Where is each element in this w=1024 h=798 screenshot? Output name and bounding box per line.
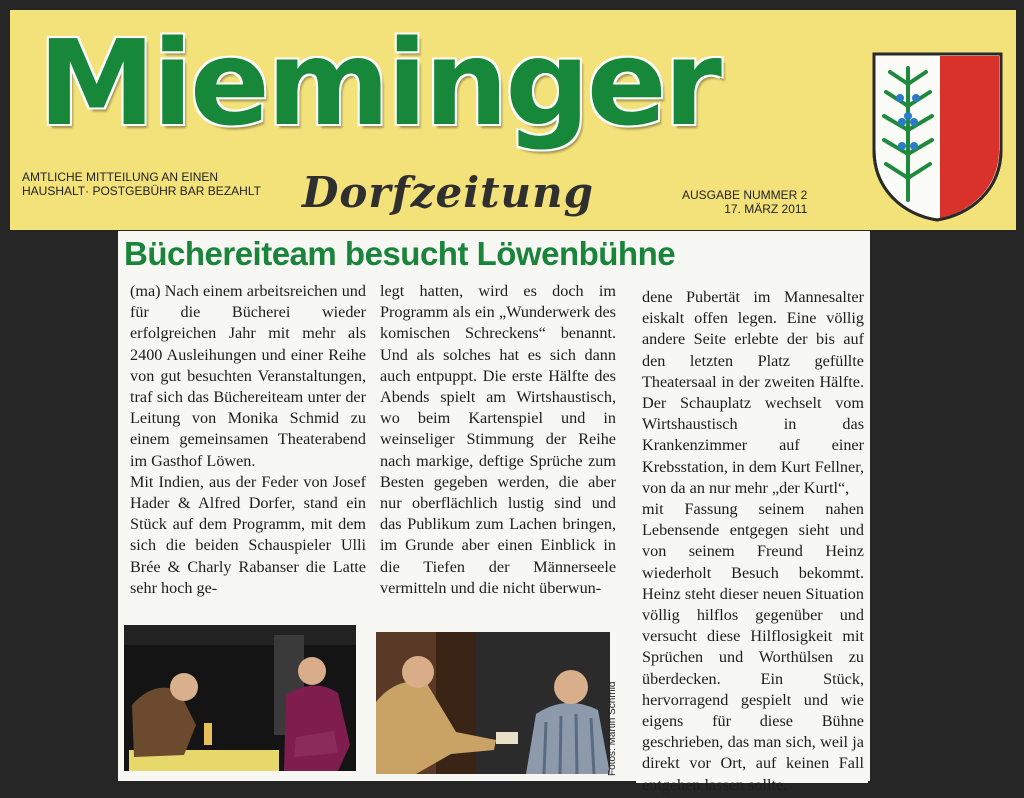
column-1-paragraph-1: (ma) Nach einem arbeitsreichen und für die Bücherei wieder erfolgreichen Jahr mit mehr als 2400 Ausleihungen und einer Reihe von gut besuchten Veranstaltungen, traf sich das Büchereiteam unter der Leitung von Monika Schmid zu einem gemeinsamen Theaterabend im Gasthof Löwen. [130,282,366,470]
column-3-paragraph-1: dene Pubertät im Mannesalter eiskalt offen legen. Eine völlig andere Seite erlebte der bis auf den letzten Platz gefüllte Theatersaal in der zweiten Hälfte. Der Schauplatz wechselt vom Wirtshaustisch in das Krankenzimmer auf einer Krebsstation, in dem Kurt Fellner, von da an nur mehr „der Kurtl“, [642,288,864,497]
newspaper-subtitle: Dorfzeitung [302,168,594,217]
article-column-3 [636,283,868,794]
article-headline: Büchereiteam besucht Löwenbühne [124,235,676,272]
theater-photo-2 [376,632,610,774]
issue-info [682,188,807,216]
newspaper-title: Mieminger [38,14,719,152]
postal-notice-line-1: AMTLICHE MITTEILUNG AN EINEN [22,170,219,184]
column-3-paragraph-2: mit Fassung seinem nahen Lebensende entgegen sieht und von seinem Freund Heinz wiederholt Besuch bekommt. Heinz steht dieser neuen Situation völlig hilflos gegenüber und versucht diese Hilflosigkeit mit Sprüchen und Worthülsen zu überdecken. Ein Stück, hervorragend gespielt und wie eigens für diese Bühne geschrieben, das man sich, weil ja direkt vor Ort, auf keinen Fall entgehen lassen sollte. [642,500,864,794]
postal-notice-line-2: HAUSHALT· POSTGEBÜHR BAR BEZAHLT [22,184,261,198]
column-1-paragraph-2: Mit Indien, aus der Feder von Josef Hader & Alfred Dorfer, stand ein Stück auf dem Programm, mit dem sich die beiden Schauspieler Ulli Brée & Charly Rabanser die Latte sehr hoch ge- [130,472,366,597]
masthead [10,10,1016,230]
article-column-2 [380,281,616,599]
issue-date: 17. MÄRZ 2011 [724,202,808,216]
column-2-paragraph-1: legt hatten, wird es doch im Programm als ein „Wunderwerk des komischen Schreckens“ benannt. Und als solches hat es sich dann auch entpuppt. Die erste Hälfte des Abends spielt am Wirtshaustisch, wo beim Kartenspiel und in weinseliger Stimmung der Reihe nach markige, deftige Sprüche zum Besten gegeben werden, die aber nur oberflächlich lustig sind und das Publikum zum Lachen bringen, im Grunde aber einen Einblick in die Tiefen der Männerseele vermitteln und die nicht überwun- [380,282,616,597]
article-column-1 [130,281,366,599]
coat-of-arms-icon [870,50,1005,222]
photo-credit: Fotos: Martin Schmid [607,681,618,776]
theater-photo-1 [124,625,356,771]
issue-number: AUSGABE NUMMER 2 [682,188,808,202]
postal-notice [22,170,261,198]
